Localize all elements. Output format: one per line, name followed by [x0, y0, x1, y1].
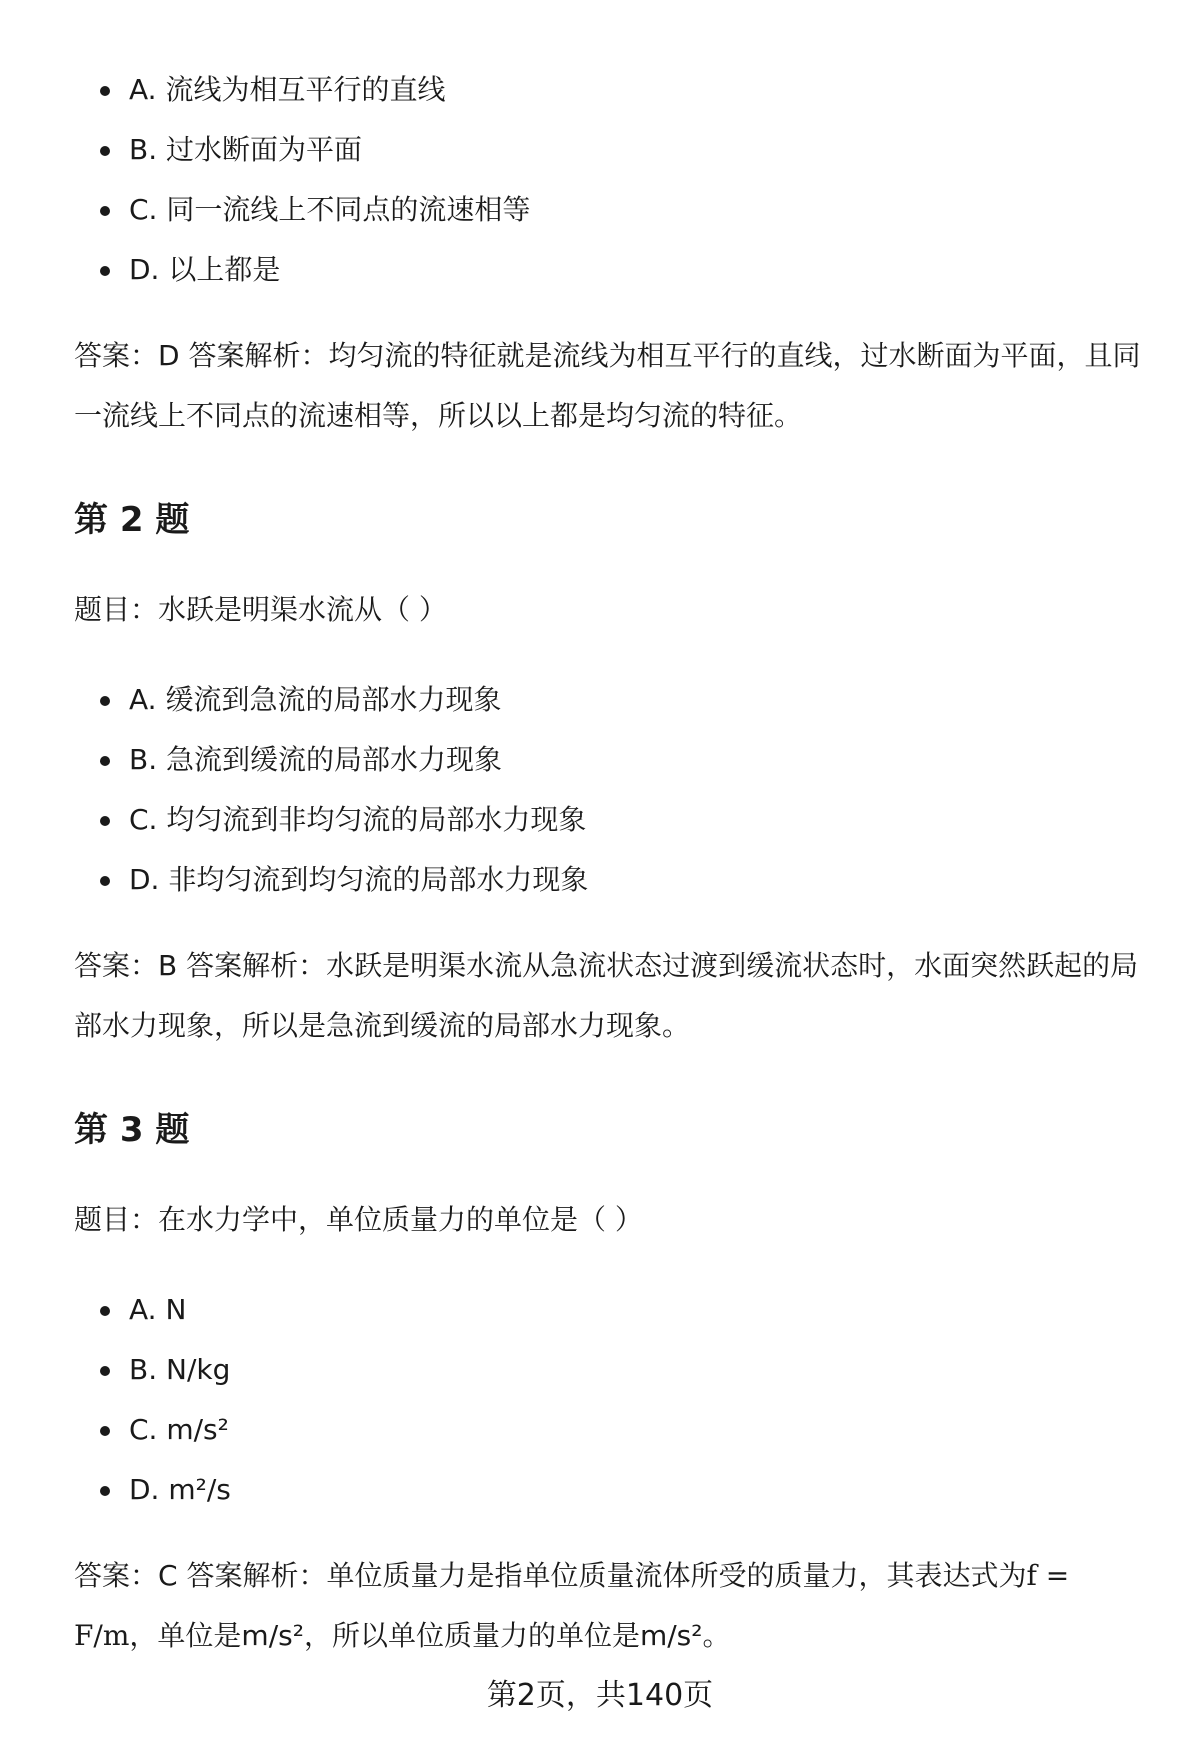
q3-heading: 第 3 题 — [74, 1110, 190, 1150]
q1-option-a: A. 流线为相互平行的直线 — [74, 60, 1154, 120]
q1-options — [74, 60, 1154, 300]
q3-formula-f: f = — [1026, 1559, 1070, 1592]
q2-answer: 答案：B 答案解析：水跃是明渠水流从急流状态过渡到缓流状态时，水面突然跃起的局部水力现象，所以是急流到缓流的局部水力现象。 — [74, 949, 1139, 1042]
q2-option-b: B. 急流到缓流的局部水力现象 — [74, 730, 1154, 790]
q2-question: 题目：水跃是明渠水流从（ ） — [74, 593, 447, 626]
q3-formula-fm: F/m — [74, 1619, 130, 1652]
page-footer: 第2页，共140页 — [486, 1678, 714, 1713]
q3-option-a: A. N — [74, 1280, 1154, 1340]
q2-option-a: A. 缓流到急流的局部水力现象 — [74, 670, 1154, 730]
q3-option-b: B. N/kg — [74, 1340, 1154, 1400]
q3-option-c: C. m/s² — [74, 1400, 1154, 1460]
q3-answer — [74, 1546, 1154, 1666]
q2-option-c: C. 均匀流到非均匀流的局部水力现象 — [74, 790, 1154, 850]
page-content — [74, 60, 1154, 1666]
q3-options — [74, 1280, 1154, 1520]
q1-option-c: C. 同一流线上不同点的流速相等 — [74, 180, 1154, 240]
q2-heading: 第 2 题 — [74, 500, 190, 540]
q3-question: 题目：在水力学中，单位质量力的单位是（ ） — [74, 1203, 643, 1236]
q1-answer: 答案：D 答案解析：均匀流的特征就是流线为相互平行的直线，过水断面为平面，且同一流线上不同点的流速相等，所以以上都是均匀流的特征。 — [74, 339, 1141, 432]
q2-option-d: D. 非均匀流到均匀流的局部水力现象 — [74, 850, 1154, 910]
q3-option-d: D. m²/s — [74, 1460, 1154, 1520]
q1-option-d: D. 以上都是 — [74, 240, 1154, 300]
q3-answer-text-2: ，单位是m/s²，所以单位质量力的单位是m/s²。 — [129, 1619, 731, 1652]
q3-answer-text-1: 答案：C 答案解析：单位质量力是指单位质量流体所受的质量力，其表达式为 — [74, 1559, 1027, 1592]
q1-option-b: B. 过水断面为平面 — [74, 120, 1154, 180]
q2-options — [74, 670, 1154, 910]
